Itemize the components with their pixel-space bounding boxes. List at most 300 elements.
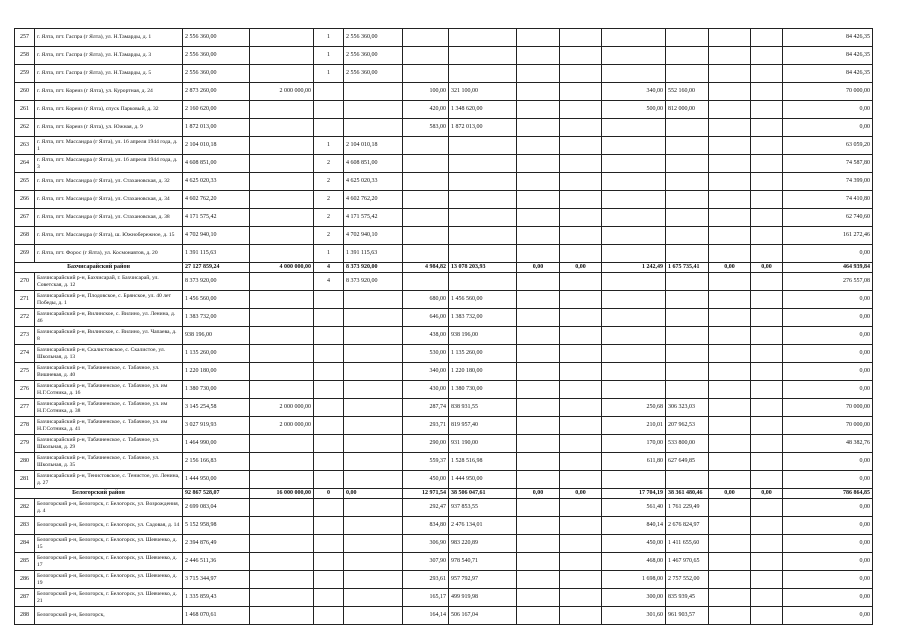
value-cell (666, 191, 709, 209)
table-row (15, 191, 873, 209)
value-cell (250, 47, 314, 65)
value-cell (560, 363, 602, 381)
value-cell: 0,00 (783, 589, 873, 607)
address-cell: г. Ялта, пгт. Массандра (г Ялта), ш. Южнобережное, д. 15 (35, 227, 183, 245)
value-cell (403, 155, 449, 173)
row-number: 286 (15, 571, 35, 589)
value-cell (751, 155, 783, 173)
value-cell (560, 453, 602, 471)
value-cell (751, 291, 783, 309)
value-cell (602, 245, 666, 263)
value-cell: 2 556 360,00 (344, 47, 403, 65)
value-cell (751, 137, 783, 155)
value-cell: 4 608 851,00 (344, 155, 403, 173)
value-cell (560, 65, 602, 83)
value-cell (709, 191, 751, 209)
value-cell (344, 607, 403, 625)
value-cell (709, 291, 751, 309)
row-number: 272 (15, 309, 35, 327)
value-cell (560, 83, 602, 101)
value-cell (560, 535, 602, 553)
value-cell (709, 327, 751, 345)
value-cell (517, 191, 560, 209)
value-cell: 0,00 (783, 571, 873, 589)
total-cost-cell: 2 556 360,00 (183, 47, 250, 65)
total-cost-cell: 4 702 940,10 (183, 227, 250, 245)
value-cell (250, 589, 314, 607)
value-cell: 1 456 560,00 (449, 291, 517, 309)
table-row (15, 553, 873, 571)
value-cell (344, 435, 403, 453)
value-cell (602, 227, 666, 245)
table-row (15, 47, 873, 65)
value-cell (709, 47, 751, 65)
value-cell (602, 47, 666, 65)
value-cell (449, 245, 517, 263)
value-cell (314, 435, 344, 453)
address-cell: г. Ялта, пгт. Массандра (г Ялта), ул. Стахановская, д. 32 (35, 173, 183, 191)
address-cell: Бахчисарайский р-н, Бахчисарай, г. Бахчисарай, ул. Советская, д. 12 (35, 273, 183, 291)
address-cell: Бахчисарайский р-н, Плодовское, с. Брянское, ул. 40 лет Победы, д. 1 (35, 291, 183, 309)
value-cell: 2 (314, 209, 344, 227)
row-number: 277 (15, 399, 35, 417)
value-cell (751, 47, 783, 65)
value-cell (560, 47, 602, 65)
value-cell (250, 553, 314, 571)
value-cell (250, 173, 314, 191)
value-cell (560, 101, 602, 119)
value-cell (560, 381, 602, 399)
value-cell (751, 345, 783, 363)
value-cell (449, 155, 517, 173)
table-row (15, 137, 873, 155)
value-cell: 506 167,04 (449, 607, 517, 625)
value-cell (751, 273, 783, 291)
total-cost-cell: 2 160 620,00 (183, 101, 250, 119)
total-cost-cell: 27 127 859,24 (183, 263, 250, 273)
value-cell: 4 702 940,10 (344, 227, 403, 245)
value-cell (517, 309, 560, 327)
value-cell: 937 853,55 (449, 499, 517, 517)
table-row (15, 417, 873, 435)
row-number: 283 (15, 517, 35, 535)
value-cell: 0,00 (709, 489, 751, 499)
total-cost-cell: 1 220 180,00 (183, 363, 250, 381)
value-cell (250, 137, 314, 155)
value-cell (250, 245, 314, 263)
table-row (15, 83, 873, 101)
value-cell (250, 273, 314, 291)
value-cell (666, 209, 709, 227)
value-cell (344, 381, 403, 399)
value-cell (517, 273, 560, 291)
address-cell: Бахчисарайский р-н, Скалистовское, с. Скалистое, ул. Школьная, д. 13 (35, 345, 183, 363)
value-cell (666, 471, 709, 489)
total-cost-cell: 8 373 920,00 (183, 273, 250, 291)
value-cell (517, 535, 560, 553)
value-cell (344, 471, 403, 489)
address-cell: г. Ялта, пгт. Массандра (г Ялта), ул. 16 апреля 1944 года, д. 3 (35, 155, 183, 173)
value-cell: 2 476 134,01 (449, 517, 517, 535)
total-cost-cell: 1 391 115,63 (183, 245, 250, 263)
value-cell (709, 101, 751, 119)
row-number: 270 (15, 273, 35, 291)
value-cell: 293,71 (403, 417, 449, 435)
value-cell (560, 399, 602, 417)
value-cell: 500,00 (602, 101, 666, 119)
value-cell (344, 499, 403, 517)
district-subtotal-row (15, 263, 873, 273)
value-cell (560, 209, 602, 227)
value-cell: 0,00 (517, 489, 560, 499)
value-cell (602, 137, 666, 155)
address-cell: Белогорский р-н, Белогорск, г. Белогорск, ул. Шевченко, д. 17 (35, 553, 183, 571)
row-number: 265 (15, 173, 35, 191)
value-cell (403, 137, 449, 155)
address-cell: г. Ялта, пгт. Кореиз (г Ялта), ул. Курортная, д. 24 (35, 83, 183, 101)
value-cell: 1 (314, 245, 344, 263)
table-row (15, 607, 873, 625)
value-cell: 2 (314, 173, 344, 191)
value-cell (517, 119, 560, 137)
value-cell (449, 209, 517, 227)
value-cell (709, 589, 751, 607)
value-cell (344, 363, 403, 381)
value-cell (250, 191, 314, 209)
value-cell (517, 47, 560, 65)
row-number: 280 (15, 453, 35, 471)
value-cell (250, 65, 314, 83)
table-row (15, 65, 873, 83)
value-cell (751, 173, 783, 191)
value-cell (751, 471, 783, 489)
value-cell (666, 47, 709, 65)
value-cell (314, 589, 344, 607)
total-cost-cell: 4 171 575,42 (183, 209, 250, 227)
value-cell: 1 467 970,65 (666, 553, 709, 571)
value-cell (709, 119, 751, 137)
value-cell (666, 381, 709, 399)
value-cell (666, 363, 709, 381)
value-cell (250, 209, 314, 227)
value-cell: 84 426,35 (783, 47, 873, 65)
value-cell (344, 571, 403, 589)
value-cell (517, 291, 560, 309)
value-cell: 306,90 (403, 535, 449, 553)
address-cell: г. Ялта, пгт. Гаспра (г Ялта), ул. Н.Тамарды, д. 5 (35, 65, 183, 83)
value-cell: 583,00 (403, 119, 449, 137)
value-cell (403, 173, 449, 191)
value-cell: 1 (314, 29, 344, 47)
total-cost-cell: 2 104 010,18 (183, 137, 250, 155)
value-cell: 840,14 (602, 517, 666, 535)
value-cell (403, 209, 449, 227)
row-number: 274 (15, 345, 35, 363)
value-cell: 2 000 000,00 (250, 83, 314, 101)
value-cell: 0,00 (751, 263, 783, 273)
value-cell: 0,00 (783, 453, 873, 471)
total-cost-cell: 1 135 260,00 (183, 345, 250, 363)
value-cell (709, 227, 751, 245)
value-cell: 0,00 (560, 263, 602, 273)
table-row (15, 571, 873, 589)
value-cell (751, 119, 783, 137)
value-cell: 0,00 (783, 309, 873, 327)
value-cell (666, 227, 709, 245)
value-cell: 2 (314, 227, 344, 245)
total-cost-cell: 2 156 166,83 (183, 453, 250, 471)
total-cost-cell: 2 446 511,36 (183, 553, 250, 571)
value-cell (344, 119, 403, 137)
table-row (15, 119, 873, 137)
total-cost-cell: 4 608 851,00 (183, 155, 250, 173)
value-cell: 533 800,00 (666, 435, 709, 453)
value-cell: 938 196,00 (449, 327, 517, 345)
value-cell (449, 65, 517, 83)
value-cell: 4 171 575,42 (344, 209, 403, 227)
value-cell: 819 957,40 (449, 417, 517, 435)
value-cell (517, 363, 560, 381)
value-cell: 561,40 (602, 499, 666, 517)
value-cell: 0,00 (783, 245, 873, 263)
value-cell (560, 327, 602, 345)
table-row (15, 245, 873, 263)
value-cell: 786 864,85 (783, 489, 873, 499)
address-cell: Белогорский р-н, Белогорск, г. Белогорск, ул. Возрождения, д. 4 (35, 499, 183, 517)
value-cell (602, 291, 666, 309)
value-cell: 931 190,00 (449, 435, 517, 453)
value-cell: 4 625 020,33 (344, 173, 403, 191)
value-cell (403, 273, 449, 291)
value-cell (344, 589, 403, 607)
value-cell (751, 83, 783, 101)
value-cell (250, 29, 314, 47)
value-cell (560, 245, 602, 263)
value-cell (666, 119, 709, 137)
address-cell: Бахчисарайский р-н, Табачненское, с. Табачное, ул. Школьная, д. 35 (35, 453, 183, 471)
value-cell (314, 517, 344, 535)
value-cell: 38 506 047,61 (449, 489, 517, 499)
value-cell (602, 381, 666, 399)
value-cell: 13 078 203,93 (449, 263, 517, 273)
value-cell (709, 453, 751, 471)
value-cell (751, 101, 783, 119)
address-cell: Белогорский р-н, Белогорск, г. Белогорск, ул. Шевченко, д. 19 (35, 571, 183, 589)
value-cell (517, 453, 560, 471)
address-cell: Бахчисарайский р-н, Тенистовское, с. Тенистое, ул. Ленина, д. 27 (35, 471, 183, 489)
total-cost-cell: 92 867 528,07 (183, 489, 250, 499)
total-cost-cell: 1 380 730,00 (183, 381, 250, 399)
value-cell (517, 399, 560, 417)
value-cell (250, 435, 314, 453)
value-cell (517, 471, 560, 489)
value-cell (560, 291, 602, 309)
value-cell (709, 535, 751, 553)
table-row (15, 101, 873, 119)
value-cell (449, 137, 517, 155)
value-cell (709, 363, 751, 381)
value-cell (602, 209, 666, 227)
total-cost-cell: 4 602 762,20 (183, 191, 250, 209)
row-number: 266 (15, 191, 35, 209)
value-cell (517, 155, 560, 173)
value-cell: 552 160,00 (666, 83, 709, 101)
value-cell (751, 417, 783, 435)
value-cell (602, 363, 666, 381)
value-cell: 2 757 552,00 (666, 571, 709, 589)
table-row (15, 291, 873, 309)
value-cell (751, 589, 783, 607)
table-row (15, 173, 873, 191)
value-cell (751, 29, 783, 47)
value-cell (517, 589, 560, 607)
value-cell: 1 348 620,00 (449, 101, 517, 119)
value-cell (560, 273, 602, 291)
value-cell (314, 417, 344, 435)
value-cell: 1 528 516,98 (449, 453, 517, 471)
table-row (15, 309, 873, 327)
value-cell (666, 327, 709, 345)
value-cell (602, 29, 666, 47)
value-cell (751, 607, 783, 625)
value-cell (449, 227, 517, 245)
value-cell: 70 000,00 (783, 83, 873, 101)
value-cell: 1 380 730,00 (449, 381, 517, 399)
address-cell: Бахчисарайский р-н, Табачненское, с. Табачное, ул. Школьная, д. 29 (35, 435, 183, 453)
value-cell (250, 363, 314, 381)
district-name: Бахчисарайский район (15, 263, 183, 273)
value-cell (344, 101, 403, 119)
value-cell (751, 453, 783, 471)
row-number: 260 (15, 83, 35, 101)
total-cost-cell: 1 335 859,43 (183, 589, 250, 607)
address-cell: Бахчисарайский р-н, Вилинское, с. Вилино, ул. Чапаева, д. 8 (35, 327, 183, 345)
value-cell: 1 220 180,00 (449, 363, 517, 381)
value-cell: 16 000 000,00 (250, 489, 314, 499)
value-cell: 0,00 (783, 327, 873, 345)
value-cell (666, 29, 709, 47)
value-cell: 48 382,76 (783, 435, 873, 453)
row-number: 263 (15, 137, 35, 155)
value-cell (517, 65, 560, 83)
row-number: 282 (15, 499, 35, 517)
value-cell (751, 227, 783, 245)
table-row (15, 435, 873, 453)
value-cell: 957 792,97 (449, 571, 517, 589)
value-cell (314, 607, 344, 625)
total-cost-cell: 4 625 020,33 (183, 173, 250, 191)
value-cell (560, 553, 602, 571)
row-number: 267 (15, 209, 35, 227)
value-cell (517, 435, 560, 453)
value-cell: 530,00 (403, 345, 449, 363)
value-cell (751, 65, 783, 83)
value-cell (709, 65, 751, 83)
value-cell (403, 227, 449, 245)
value-cell (666, 245, 709, 263)
value-cell (751, 399, 783, 417)
table-row (15, 453, 873, 471)
table-row (15, 209, 873, 227)
value-cell (751, 363, 783, 381)
value-cell: 306 323,03 (666, 399, 709, 417)
address-cell: г. Ялта, пгт. Гаспра (г Ялта), ул. Н.Тамарды, д. 3 (35, 47, 183, 65)
value-cell: 84 426,35 (783, 65, 873, 83)
value-cell (449, 47, 517, 65)
value-cell (250, 155, 314, 173)
value-cell (517, 571, 560, 589)
value-cell (560, 227, 602, 245)
value-cell (517, 29, 560, 47)
value-cell: 438,00 (403, 327, 449, 345)
value-cell: 627 649,85 (666, 453, 709, 471)
value-cell: 321 100,00 (449, 83, 517, 101)
row-number: 273 (15, 327, 35, 345)
address-cell: г. Ялта, пгт. Массандра (г Ялта), ул. 16 апреля 1944 года, д. 1 (35, 137, 183, 155)
value-cell: 2 (314, 191, 344, 209)
value-cell: 276 557,08 (783, 273, 873, 291)
value-cell (560, 471, 602, 489)
total-cost-cell: 1 456 560,00 (183, 291, 250, 309)
row-number: 258 (15, 47, 35, 65)
value-cell (666, 273, 709, 291)
value-cell (250, 101, 314, 119)
value-cell: 499 919,98 (449, 589, 517, 607)
value-cell: 100,00 (403, 83, 449, 101)
value-cell: 2 000 000,00 (250, 399, 314, 417)
value-cell: 0,00 (783, 471, 873, 489)
value-cell (709, 607, 751, 625)
table-row (15, 471, 873, 489)
value-cell: 0,00 (783, 101, 873, 119)
value-cell (344, 535, 403, 553)
value-cell: 420,00 (403, 101, 449, 119)
value-cell (250, 453, 314, 471)
value-cell (314, 101, 344, 119)
value-cell (560, 29, 602, 47)
value-cell: 812 000,00 (666, 101, 709, 119)
address-cell: Белогорский р-н, Белогорск, г. Белогорск, ул. Садовая, д. 14 (35, 517, 183, 535)
row-number: 268 (15, 227, 35, 245)
value-cell: 1 872 013,00 (449, 119, 517, 137)
value-cell (602, 191, 666, 209)
value-cell (560, 155, 602, 173)
value-cell (250, 345, 314, 363)
value-cell: 450,00 (403, 471, 449, 489)
value-cell: 8 373 920,00 (344, 273, 403, 291)
total-cost-cell: 5 152 958,98 (183, 517, 250, 535)
address-cell: г. Ялта, пгт. Гаспра (г Ялта), ул. Н.Тамарды, д. 1 (35, 29, 183, 47)
value-cell (709, 155, 751, 173)
value-cell (602, 273, 666, 291)
value-cell: 165,17 (403, 589, 449, 607)
row-number: 288 (15, 607, 35, 625)
value-cell (250, 327, 314, 345)
value-cell (560, 571, 602, 589)
total-cost-cell: 938 196,00 (183, 327, 250, 345)
value-cell (751, 191, 783, 209)
total-cost-cell: 1 872 013,00 (183, 119, 250, 137)
value-cell: 464 939,84 (783, 263, 873, 273)
value-cell (709, 309, 751, 327)
value-cell: 210,01 (602, 417, 666, 435)
value-cell: 4 (314, 263, 344, 273)
value-cell (314, 291, 344, 309)
value-cell: 559,37 (403, 453, 449, 471)
value-cell (709, 273, 751, 291)
value-cell (517, 327, 560, 345)
row-number: 262 (15, 119, 35, 137)
